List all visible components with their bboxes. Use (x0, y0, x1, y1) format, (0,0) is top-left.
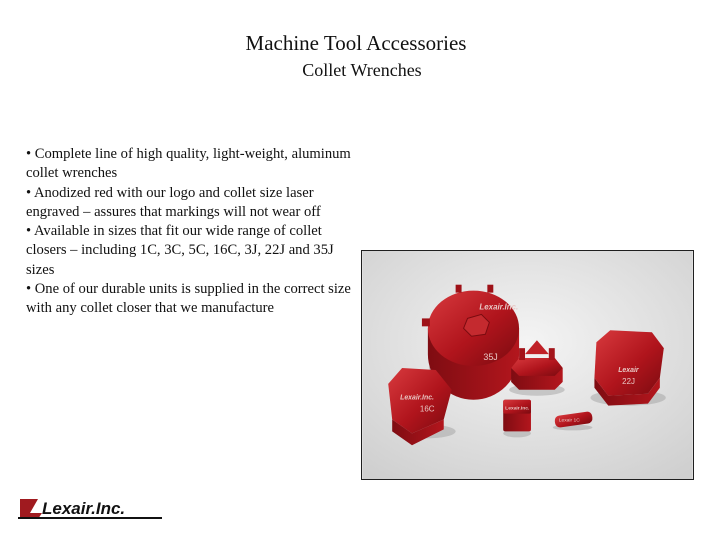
wrench-small-logo: Lexair.Inc. (505, 406, 530, 412)
wrench-16c-size: 16C (419, 404, 435, 414)
wrench-35j-size: 35J (483, 352, 498, 363)
wrench-1c-logo: Lexair 1C (558, 418, 580, 424)
slide-subtitle: Collet Wrenches (302, 60, 422, 80)
feature-bullet-supplied: • One of our durable units is supplied in the correct size with any collet closer that we manufacture (26, 281, 351, 317)
wrench-16c-logo: Lexair.Inc. (400, 394, 434, 402)
wrench-22j-logo: Lexair (618, 366, 639, 374)
wrench-35j-logo: Lexair.Inc. (479, 302, 519, 312)
feature-bullet-anodized: • Anodized red with our logo and collet size laser engraved – assures that markings will not wear off (26, 184, 321, 220)
wrench-22j (590, 330, 665, 405)
collet-wrenches-illustration (362, 251, 693, 479)
feature-bullet-sizes: • Available in sizes that fit our wide range of collet closers – including 1C, 3C, 5C, 16C, 3J, 22J and 35J sizes (26, 223, 334, 278)
feature-bullet-quality: • Complete line of high quality, light-weight, aluminum collet wrenches (26, 146, 351, 182)
lexair-logo-text: Lexair.Inc. (42, 499, 126, 518)
lexair-logo-swoosh (20, 499, 42, 519)
slide-title: Machine Tool Accessories (245, 31, 467, 55)
lexair-logo-mark (18, 495, 163, 521)
collet-wrenches-photo (361, 250, 694, 480)
wrench-small (503, 400, 531, 438)
wrench-22j-size: 22J (622, 376, 635, 386)
lexair-logo (18, 495, 163, 521)
feature-list (26, 145, 356, 319)
